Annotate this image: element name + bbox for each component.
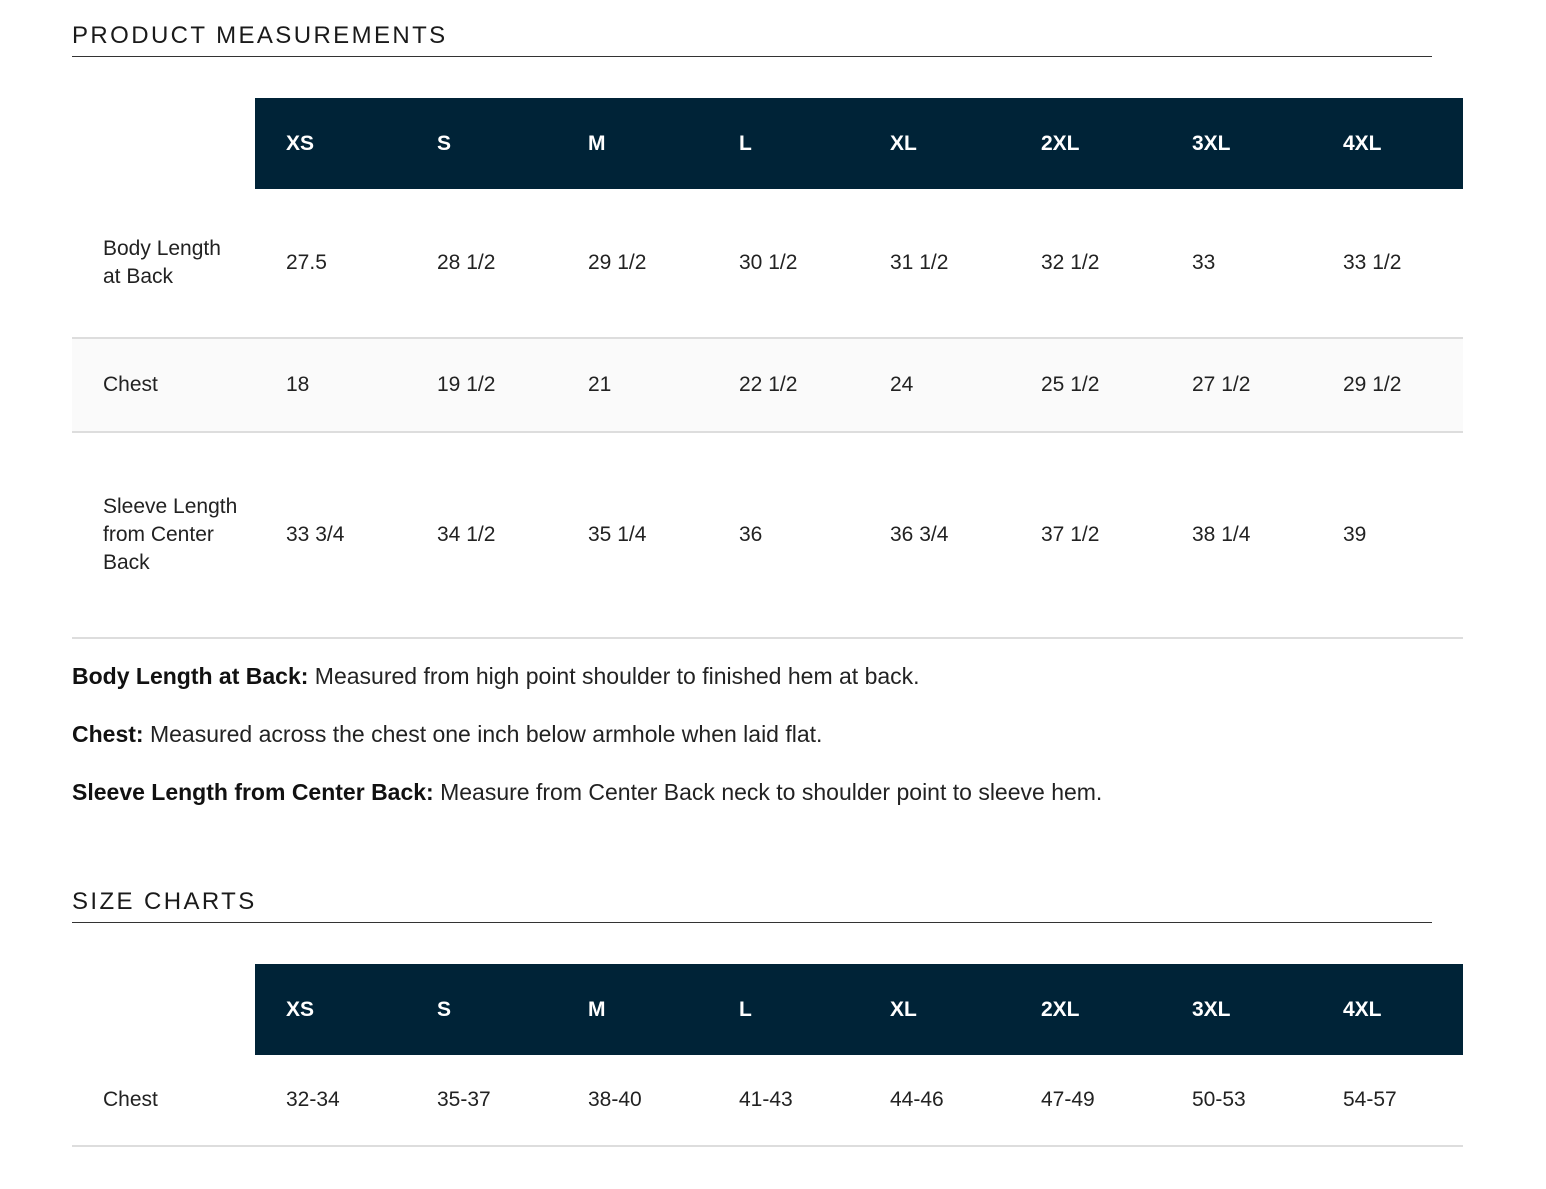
table-cell: 35-37 xyxy=(406,1055,557,1146)
table-cell: 36 3/4 xyxy=(859,432,1010,638)
row-label: Body Length at Back xyxy=(72,189,255,338)
size-header-l: L xyxy=(708,964,859,1055)
table-cell: 31 1/2 xyxy=(859,189,1010,338)
table-cell: 29 1/2 xyxy=(1312,338,1463,432)
size-header-l: L xyxy=(708,98,859,189)
table-cell: 41-43 xyxy=(708,1055,859,1146)
table-cell: 34 1/2 xyxy=(406,432,557,638)
table-row-chest xyxy=(72,1055,1463,1146)
size-charts-table xyxy=(72,964,1463,1147)
definition-sleeve-length xyxy=(72,778,1432,806)
size-header-3xl: 3XL xyxy=(1161,98,1312,189)
table-cell: 27.5 xyxy=(255,189,406,338)
size-header-3xl: 3XL xyxy=(1161,964,1312,1055)
size-header-2xl: 2XL xyxy=(1010,964,1161,1055)
definition-body-length xyxy=(72,662,1432,690)
table-cell: 33 xyxy=(1161,189,1312,338)
table-cell: 39 xyxy=(1312,432,1463,638)
table-cell: 35 1/4 xyxy=(557,432,708,638)
row-label: Chest xyxy=(72,338,255,432)
size-header-xl: XL xyxy=(859,964,1010,1055)
table-row-chest xyxy=(72,338,1463,432)
table-cell: 37 1/2 xyxy=(1010,432,1161,638)
table-cell: 30 1/2 xyxy=(708,189,859,338)
table-cell: 21 xyxy=(557,338,708,432)
size-header-m: M xyxy=(557,98,708,189)
size-header-m: M xyxy=(557,964,708,1055)
row-label: Chest xyxy=(72,1055,255,1146)
table-row-sleeve-length xyxy=(72,432,1463,638)
size-header-s: S xyxy=(406,964,557,1055)
table-cell: 33 3/4 xyxy=(255,432,406,638)
table-cell: 33 1/2 xyxy=(1312,189,1463,338)
table-cell: 24 xyxy=(859,338,1010,432)
size-charts-title: SIZE CHARTS xyxy=(72,888,1432,923)
definition-text: Measure from Center Back neck to shoulder point to sleeve hem. xyxy=(433,779,1103,805)
table-cell: 47-49 xyxy=(1010,1055,1161,1146)
table-cell: 19 1/2 xyxy=(406,338,557,432)
definition-term: Chest: xyxy=(72,721,144,747)
table-row-body-length xyxy=(72,189,1463,338)
definition-chest xyxy=(72,720,1432,748)
table-cell: 38 1/4 xyxy=(1161,432,1312,638)
product-measurements-table xyxy=(72,98,1463,639)
table-cell: 18 xyxy=(255,338,406,432)
table-cell: 27 1/2 xyxy=(1161,338,1312,432)
table-cell: 38-40 xyxy=(557,1055,708,1146)
measurement-definitions xyxy=(72,662,1432,836)
size-header-4xl: 4XL xyxy=(1312,98,1463,189)
definition-term: Body Length at Back: xyxy=(72,663,309,689)
definition-term: Sleeve Length from Center Back: xyxy=(72,779,434,805)
table-cell: 54-57 xyxy=(1312,1055,1463,1146)
size-header-xs: XS xyxy=(255,98,406,189)
table-cell: 36 xyxy=(708,432,859,638)
table-cell: 32 1/2 xyxy=(1010,189,1161,338)
header-corner-cell xyxy=(72,964,255,1055)
definition-text: Measured across the chest one inch below armhole when laid flat. xyxy=(143,721,823,747)
table-cell: 22 1/2 xyxy=(708,338,859,432)
table-cell: 29 1/2 xyxy=(557,189,708,338)
size-header-4xl: 4XL xyxy=(1312,964,1463,1055)
table-cell: 28 1/2 xyxy=(406,189,557,338)
size-header-s: S xyxy=(406,98,557,189)
table-cell: 25 1/2 xyxy=(1010,338,1161,432)
header-corner-cell xyxy=(72,98,255,189)
size-header-xs: XS xyxy=(255,964,406,1055)
table-cell: 44-46 xyxy=(859,1055,1010,1146)
table-cell: 32-34 xyxy=(255,1055,406,1146)
size-header-row xyxy=(72,98,1463,189)
size-header-2xl: 2XL xyxy=(1010,98,1161,189)
size-header-xl: XL xyxy=(859,98,1010,189)
row-label: Sleeve Length from Center Back xyxy=(72,432,255,638)
product-measurements-title: PRODUCT MEASUREMENTS xyxy=(72,22,1432,57)
table-cell: 50-53 xyxy=(1161,1055,1312,1146)
size-header-row xyxy=(72,964,1463,1055)
definition-text: Measured from high point shoulder to finished hem at back. xyxy=(308,663,920,689)
